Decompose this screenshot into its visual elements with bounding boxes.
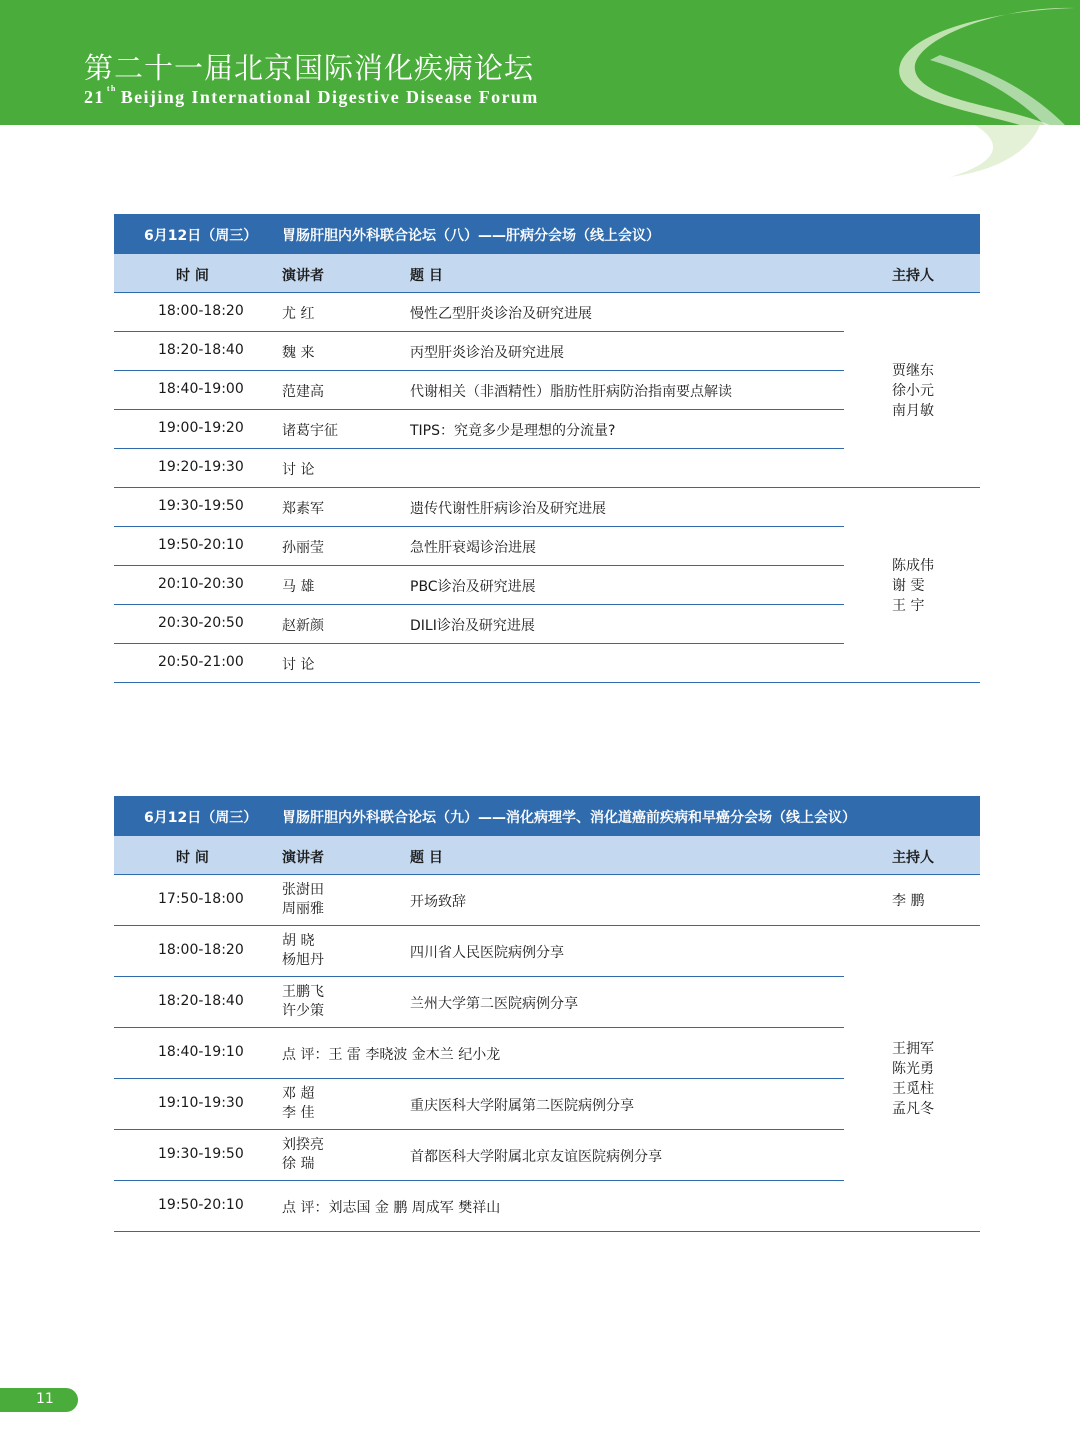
host-cell bbox=[892, 556, 934, 616]
host-name: 孟凡冬 bbox=[892, 1101, 934, 1117]
time-cell: 19:10-19:30 bbox=[158, 1095, 244, 1111]
topic-cell: 开场致辞 bbox=[410, 894, 466, 910]
session-title: 胃肠肝胆内外科联合论坛（九）——消化病理学、消化道癌前疾病和早癌分会场（线上会议） bbox=[282, 810, 856, 826]
schedule-row bbox=[114, 293, 980, 332]
session-header bbox=[114, 796, 980, 836]
speaker-name: 邓 超 bbox=[282, 1086, 315, 1102]
swirl-logo-icon bbox=[850, 0, 1080, 125]
speaker-cell: 尤 红 bbox=[282, 306, 315, 322]
topic-cell: 兰州大学第二医院病例分享 bbox=[410, 996, 578, 1012]
col-time: 时 间 bbox=[176, 850, 209, 866]
speaker-cell: 孙丽莹 bbox=[282, 540, 324, 556]
speaker-cell bbox=[282, 983, 324, 1021]
schedule-row bbox=[114, 332, 980, 371]
header-banner bbox=[0, 0, 1080, 125]
host-cell bbox=[892, 1039, 934, 1119]
schedule-row bbox=[114, 926, 980, 977]
speaker-cell bbox=[282, 1085, 314, 1123]
schedule-row bbox=[114, 527, 980, 566]
speaker-cell: 郑素军 bbox=[282, 501, 324, 517]
topic-cell: 重庆医科大学附属第二医院病例分享 bbox=[410, 1098, 634, 1114]
time-cell: 19:50-20:10 bbox=[158, 1197, 244, 1213]
host-name: 贾继东 bbox=[892, 362, 934, 379]
col-topic: 题 目 bbox=[410, 268, 443, 284]
speaker-cell bbox=[282, 932, 324, 970]
topic-cell: DILI诊治及研究进展 bbox=[410, 618, 535, 634]
schedule-row bbox=[114, 488, 980, 527]
schedule-row bbox=[114, 875, 980, 926]
speaker-cell: 赵新颜 bbox=[282, 618, 324, 634]
speaker-name: 杨旭丹 bbox=[282, 952, 324, 968]
speaker-name: 徐 瑞 bbox=[282, 1156, 315, 1172]
host-name: 陈光勇 bbox=[892, 1061, 934, 1077]
time-cell: 18:20-18:40 bbox=[158, 993, 244, 1009]
topic-cell: 急性肝衰竭诊治进展 bbox=[410, 540, 536, 556]
speaker-cell: 范建高 bbox=[282, 384, 324, 400]
topic-cell: 丙型肝炎诊治及研究进展 bbox=[410, 345, 564, 361]
time-cell: 19:30-19:50 bbox=[158, 1146, 244, 1162]
host-name: 王觅柱 bbox=[892, 1081, 934, 1097]
speaker-name: 周丽雅 bbox=[282, 901, 324, 917]
host-name: 陈成伟 bbox=[892, 557, 934, 574]
host-cell bbox=[892, 361, 934, 421]
schedule-row bbox=[114, 371, 980, 410]
session-table-2 bbox=[114, 796, 980, 1216]
time-cell: 20:50-21:00 bbox=[158, 654, 244, 670]
row-divider bbox=[114, 1231, 980, 1232]
speaker-name: 刘揆亮 bbox=[282, 1137, 324, 1153]
page-number: 11 bbox=[36, 1391, 54, 1407]
col-time: 时 间 bbox=[176, 268, 209, 284]
row-divider bbox=[114, 682, 980, 683]
col-host: 主持人 bbox=[892, 850, 934, 866]
speaker-name: 张澍田 bbox=[282, 882, 324, 898]
session-date: 6月12日（周三） bbox=[144, 810, 258, 826]
speaker-cell bbox=[282, 881, 324, 919]
time-cell: 19:50-20:10 bbox=[158, 537, 244, 553]
speaker-name: 许少策 bbox=[282, 1003, 324, 1019]
speaker-cell bbox=[282, 1136, 324, 1174]
time-cell: 17:50-18:00 bbox=[158, 891, 244, 907]
topic-cell: 遗传代谢性肝病诊治及研究进展 bbox=[410, 501, 606, 517]
schedule-row bbox=[114, 410, 980, 449]
time-cell: 18:40-19:10 bbox=[158, 1044, 244, 1060]
forum-title-en bbox=[84, 84, 539, 108]
time-cell: 20:30-20:50 bbox=[158, 615, 244, 631]
col-host: 主持人 bbox=[892, 268, 934, 284]
column-headers bbox=[114, 836, 980, 875]
session-table-1 bbox=[114, 214, 980, 673]
topic-cell: 首都医科大学附属北京友谊医院病例分享 bbox=[410, 1149, 662, 1165]
forum-name-en: Beijing International Digestive Disease Forum bbox=[120, 87, 539, 107]
schedule-row bbox=[114, 1181, 980, 1232]
schedule-row bbox=[114, 449, 980, 488]
time-cell: 19:30-19:50 bbox=[158, 498, 244, 514]
column-headers bbox=[114, 254, 980, 293]
schedule-row bbox=[114, 1130, 980, 1181]
time-cell: 19:20-19:30 bbox=[158, 459, 244, 475]
swirl-tail-icon bbox=[930, 125, 1080, 180]
host-cell bbox=[892, 891, 924, 911]
topic-cell: 慢性乙型肝炎诊治及研究进展 bbox=[410, 306, 592, 322]
forum-title-cn: 第二十一届北京国际消化疾病论坛 bbox=[84, 51, 535, 85]
speaker-name: 胡 晓 bbox=[282, 933, 315, 949]
host-name: 谢 雯 bbox=[892, 577, 925, 594]
topic-cell: TIPS：究竟多少是理想的分流量? bbox=[410, 423, 616, 439]
host-name: 徐小元 bbox=[892, 382, 934, 399]
schedule-row bbox=[114, 644, 980, 683]
time-cell: 18:00-18:20 bbox=[158, 303, 244, 319]
time-cell: 20:10-20:30 bbox=[158, 576, 244, 592]
comment-cell: 点 评：王 雷 李晓波 金木兰 纪小龙 bbox=[282, 1047, 501, 1063]
host-name: 南月敏 bbox=[892, 402, 934, 419]
topic-cell: PBC诊治及研究进展 bbox=[410, 579, 536, 595]
col-topic: 题 目 bbox=[410, 850, 443, 866]
speaker-name: 王鹏飞 bbox=[282, 984, 324, 1000]
topic-cell: 代谢相关（非酒精性）脂肪性肝病防治指南要点解读 bbox=[410, 384, 732, 400]
session-title: 胃肠肝胆内外科联合论坛（八）——肝病分会场（线上会议） bbox=[282, 228, 660, 244]
speaker-name: 李 佳 bbox=[282, 1105, 315, 1121]
host-name: 王 宇 bbox=[892, 597, 925, 614]
schedule-row bbox=[114, 1079, 980, 1130]
time-cell: 19:00-19:20 bbox=[158, 420, 244, 436]
speaker-cell: 讨 论 bbox=[282, 657, 315, 673]
schedule-row bbox=[114, 605, 980, 644]
host-name: 王拥军 bbox=[892, 1041, 934, 1057]
speaker-cell: 讨 论 bbox=[282, 462, 315, 478]
host-name: 李 鹏 bbox=[892, 892, 925, 909]
topic-cell: 四川省人民医院病例分享 bbox=[410, 945, 564, 961]
speaker-cell: 诸葛宇征 bbox=[282, 423, 338, 439]
col-speaker: 演讲者 bbox=[282, 850, 324, 866]
time-cell: 18:40-19:00 bbox=[158, 381, 244, 397]
schedule-row bbox=[114, 977, 980, 1028]
speaker-cell: 魏 来 bbox=[282, 345, 315, 361]
session-header bbox=[114, 214, 980, 254]
time-cell: 18:20-18:40 bbox=[158, 342, 244, 358]
comment-cell: 点 评：刘志国 金 鹏 周成军 樊祥山 bbox=[282, 1200, 501, 1216]
col-speaker: 演讲者 bbox=[282, 268, 324, 284]
edition-number: 21 bbox=[84, 87, 105, 107]
edition-suffix: th bbox=[106, 84, 117, 93]
time-cell: 18:00-18:20 bbox=[158, 942, 244, 958]
page-number-tab bbox=[0, 1388, 78, 1412]
schedule-row bbox=[114, 1028, 980, 1079]
schedule-row bbox=[114, 566, 980, 605]
speaker-cell: 马 雄 bbox=[282, 579, 315, 595]
session-date: 6月12日（周三） bbox=[144, 228, 258, 244]
